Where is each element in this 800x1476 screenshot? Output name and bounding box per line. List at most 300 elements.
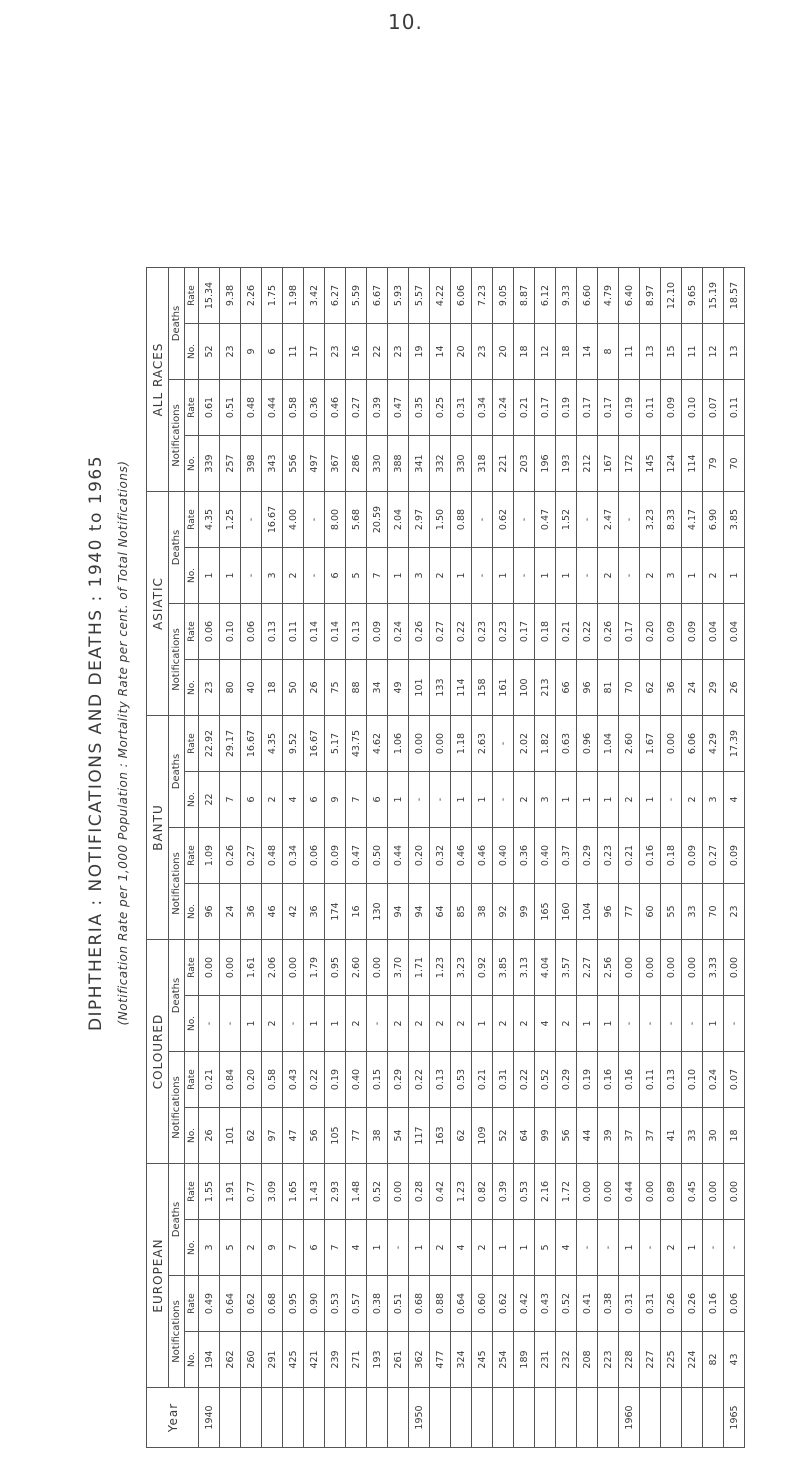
table-cell: 0.27 — [703, 828, 724, 884]
table-cell: 99 — [514, 884, 535, 940]
table-cell: 23 — [388, 324, 409, 380]
table-cell: 0.24 — [493, 380, 514, 436]
table-cell: 0.19 — [325, 1052, 346, 1108]
table-cell: 7 — [325, 1220, 346, 1276]
table-cell: - — [430, 772, 451, 828]
table-cell: 2 — [682, 772, 703, 828]
table-cell: 0.00 — [661, 940, 682, 996]
table-cell: 34 — [367, 660, 388, 716]
rate-column-header: Rate — [185, 940, 199, 996]
table-cell: 0.34 — [472, 380, 493, 436]
table-cell: 13 — [640, 324, 661, 380]
table-cell: 2 — [283, 548, 304, 604]
table-cell: 77 — [346, 1108, 367, 1164]
table-cell: 2 — [514, 996, 535, 1052]
table-cell: 70 — [703, 884, 724, 940]
table-cell: 0.45 — [682, 1164, 703, 1220]
table-cell: 161 — [493, 660, 514, 716]
table-cell: 1.25 — [220, 492, 241, 548]
table-cell: 1.48 — [346, 1164, 367, 1220]
table-cell: 37 — [640, 1108, 661, 1164]
table-cell: - — [619, 996, 640, 1052]
table-cell: 0.17 — [514, 604, 535, 660]
table-cell: 38 — [472, 884, 493, 940]
group-header-european: EUROPEAN — [147, 1164, 169, 1388]
table-cell: 0.22 — [514, 1052, 535, 1108]
table-cell: 2.16 — [535, 1164, 556, 1220]
table-cell: 1 — [598, 772, 619, 828]
table-cell: 0.09 — [682, 828, 703, 884]
table-cell: 7 — [220, 772, 241, 828]
table-cell: 4.04 — [535, 940, 556, 996]
table-cell: 6.40 — [619, 268, 640, 324]
table-cell: 0.61 — [199, 380, 220, 436]
table-cell: 81 — [598, 660, 619, 716]
table-cell: 92 — [493, 884, 514, 940]
table-cell: 0.10 — [682, 1052, 703, 1108]
table-cell: 1.55 — [199, 1164, 220, 1220]
year-cell — [535, 1388, 556, 1448]
table-cell: 341 — [409, 436, 430, 492]
table-cell: 193 — [367, 1332, 388, 1388]
table-cell: - — [493, 716, 514, 772]
table-cell: 15.34 — [199, 268, 220, 324]
year-cell — [472, 1388, 493, 1448]
table-cell: 0.88 — [430, 1276, 451, 1332]
table-cell: 2 — [514, 772, 535, 828]
group-header-all-races: ALL RACES — [147, 268, 169, 492]
table-cell: 0.24 — [703, 1052, 724, 1108]
table-row — [556, 268, 577, 1448]
table-cell: 3.23 — [640, 492, 661, 548]
table-cell: 0.64 — [451, 1276, 472, 1332]
table-cell: 0.40 — [493, 828, 514, 884]
year-cell — [220, 1388, 241, 1448]
table-cell: 0.48 — [262, 828, 283, 884]
year-cell — [304, 1388, 325, 1448]
table-cell: 37 — [619, 1108, 640, 1164]
table-cell: 0.22 — [451, 604, 472, 660]
table-cell: 0.77 — [241, 1164, 262, 1220]
table-cell: 85 — [451, 884, 472, 940]
table-cell: 9 — [325, 772, 346, 828]
table-cell: 339 — [199, 436, 220, 492]
table-cell: 2 — [430, 996, 451, 1052]
table-cell: 2.27 — [577, 940, 598, 996]
table-cell: 0.16 — [598, 1052, 619, 1108]
year-cell — [661, 1388, 682, 1448]
table-cell: 4.79 — [598, 268, 619, 324]
year-cell — [241, 1388, 262, 1448]
table-cell: 1.72 — [556, 1164, 577, 1220]
table-row — [514, 268, 535, 1448]
table-cell: 0.50 — [367, 828, 388, 884]
table-cell: 203 — [514, 436, 535, 492]
table-cell: 291 — [262, 1332, 283, 1388]
table-cell: 497 — [304, 436, 325, 492]
table-cell: 1.91 — [220, 1164, 241, 1220]
table-cell: 261 — [388, 1332, 409, 1388]
table-cell: 1 — [556, 772, 577, 828]
table-cell: 26 — [199, 1108, 220, 1164]
table-cell: 22 — [367, 324, 388, 380]
table-cell: 97 — [262, 1108, 283, 1164]
table-row — [577, 268, 598, 1448]
table-cell: 1 — [241, 996, 262, 1052]
table-cell: 254 — [493, 1332, 514, 1388]
table-cell: 0.00 — [724, 1164, 745, 1220]
table-cell: 425 — [283, 1332, 304, 1388]
table-cell: 0.00 — [724, 940, 745, 996]
table-cell: 0.39 — [367, 380, 388, 436]
table-cell: 0.21 — [514, 380, 535, 436]
table-row — [199, 268, 220, 1448]
table-cell: 3.85 — [493, 940, 514, 996]
table-cell: 3 — [409, 548, 430, 604]
table-cell: 11 — [682, 324, 703, 380]
table-cell: 4.00 — [283, 492, 304, 548]
table-cell: 39 — [598, 1108, 619, 1164]
table-cell: 1.71 — [409, 940, 430, 996]
table-cell: 9.65 — [682, 268, 703, 324]
table-cell: 0.16 — [703, 1276, 724, 1332]
table-cell: 43 — [724, 1332, 745, 1388]
table-cell: 15.19 — [703, 268, 724, 324]
table-cell: 4 — [346, 1220, 367, 1276]
table-cell: 0.52 — [367, 1164, 388, 1220]
table-row — [409, 268, 430, 1448]
table-cell: 0.27 — [241, 828, 262, 884]
table-cell: 0.44 — [388, 828, 409, 884]
table-cell: 0.31 — [451, 380, 472, 436]
table-cell: - — [598, 1220, 619, 1276]
no-column-header: No. — [185, 436, 199, 492]
table-cell: 0.06 — [241, 604, 262, 660]
table-cell: 0.00 — [577, 1164, 598, 1220]
table-cell: 0.06 — [199, 604, 220, 660]
table-cell: 5.93 — [388, 268, 409, 324]
page-subtitle: (Notification Rate per 1,000 Population : Mortality Rate per cent. of Total Notifications) — [116, 460, 130, 1026]
table-cell: 41 — [661, 1108, 682, 1164]
table-cell: 14 — [577, 324, 598, 380]
table-cell: 2 — [430, 548, 451, 604]
table-cell: 11 — [283, 324, 304, 380]
table-cell: 29 — [703, 660, 724, 716]
table-cell: 223 — [598, 1332, 619, 1388]
table-cell: 2.56 — [598, 940, 619, 996]
table-cell: 0.36 — [304, 380, 325, 436]
table-cell: 7 — [367, 548, 388, 604]
table-cell: 0.09 — [367, 604, 388, 660]
table-cell: 245 — [472, 1332, 493, 1388]
table-cell: - — [514, 492, 535, 548]
table-cell: 0.62 — [493, 492, 514, 548]
table-cell: 0.92 — [472, 940, 493, 996]
table-cell: - — [241, 492, 262, 548]
table-cell: 3 — [199, 1220, 220, 1276]
table-cell: - — [661, 772, 682, 828]
year-cell — [640, 1388, 661, 1448]
table-cell: 0.29 — [577, 828, 598, 884]
table-cell: 0.13 — [661, 1052, 682, 1108]
table-cell: 114 — [682, 436, 703, 492]
rate-column-header: Rate — [185, 716, 199, 772]
table-cell: - — [724, 1220, 745, 1276]
table-cell: 9.38 — [220, 268, 241, 324]
table-cell: 6.12 — [535, 268, 556, 324]
table-cell: 0.19 — [619, 380, 640, 436]
table-cell: 0.00 — [388, 1164, 409, 1220]
table-cell: 3.09 — [262, 1164, 283, 1220]
rate-column-header: Rate — [185, 604, 199, 660]
table-cell: 1.04 — [598, 716, 619, 772]
table-cell: 0.00 — [661, 716, 682, 772]
table-cell: 0.25 — [430, 380, 451, 436]
year-cell — [598, 1388, 619, 1448]
table-cell: 286 — [346, 436, 367, 492]
table-cell: 2 — [472, 1220, 493, 1276]
table-cell: 0.31 — [619, 1276, 640, 1332]
table-cell: 0.62 — [241, 1276, 262, 1332]
table-cell: 2.60 — [346, 940, 367, 996]
table-cell: 3 — [535, 772, 556, 828]
table-cell: 1.65 — [283, 1164, 304, 1220]
table-cell: 0.58 — [283, 380, 304, 436]
table-cell: 1 — [451, 772, 472, 828]
table-cell: 260 — [241, 1332, 262, 1388]
table-cell: 0.06 — [724, 1276, 745, 1332]
table-row — [493, 268, 514, 1448]
table-cell: 17.39 — [724, 716, 745, 772]
table-cell: 62 — [241, 1108, 262, 1164]
table-cell: 0.22 — [577, 604, 598, 660]
table-cell: 0.15 — [367, 1052, 388, 1108]
table-cell: 0.39 — [493, 1164, 514, 1220]
table-cell: 0.04 — [703, 604, 724, 660]
table-cell: 1 — [388, 548, 409, 604]
table-cell: 330 — [451, 436, 472, 492]
table-cell: 477 — [430, 1332, 451, 1388]
year-header: Year — [147, 1388, 199, 1448]
table-cell: 16 — [346, 884, 367, 940]
table-cell: 6.06 — [682, 716, 703, 772]
table-cell: 0.13 — [430, 1052, 451, 1108]
table-cell: 2 — [262, 772, 283, 828]
table-cell: 324 — [451, 1332, 472, 1388]
table-cell: 5.17 — [325, 716, 346, 772]
table-cell: 1 — [493, 1220, 514, 1276]
rotated-page — [80, 38, 760, 1448]
table-cell: 124 — [661, 436, 682, 492]
table-cell: 1 — [409, 1220, 430, 1276]
table-cell: 4.29 — [703, 716, 724, 772]
table-cell: 1 — [304, 996, 325, 1052]
table-cell: 1 — [451, 548, 472, 604]
table-cell: 0.09 — [724, 828, 745, 884]
table-cell: 0.36 — [514, 828, 535, 884]
table-cell: 0.26 — [409, 604, 430, 660]
table-cell: 0.35 — [409, 380, 430, 436]
table-cell: 0.20 — [409, 828, 430, 884]
table-cell: 13 — [724, 324, 745, 380]
table-cell: 0.00 — [598, 1164, 619, 1220]
table-cell: 0.26 — [598, 604, 619, 660]
table-cell: 0.26 — [220, 828, 241, 884]
table-cell: 0.00 — [682, 940, 703, 996]
table-cell: 3.70 — [388, 940, 409, 996]
table-cell: 3.13 — [514, 940, 535, 996]
table-cell: 0.00 — [283, 940, 304, 996]
deaths-subheader: Deaths — [169, 716, 185, 828]
year-cell — [283, 1388, 304, 1448]
table-cell: 0.40 — [535, 828, 556, 884]
table-cell: 9.33 — [556, 268, 577, 324]
table-cell: 8.87 — [514, 268, 535, 324]
table-cell: 4.62 — [367, 716, 388, 772]
table-cell: - — [577, 1220, 598, 1276]
table-cell: 1 — [724, 548, 745, 604]
table-cell: 0.26 — [682, 1276, 703, 1332]
year-cell — [346, 1388, 367, 1448]
table-cell: 232 — [556, 1332, 577, 1388]
table-cell: 24 — [220, 884, 241, 940]
deaths-subheader: Deaths — [169, 1164, 185, 1276]
table-row — [346, 268, 367, 1448]
table-cell: 12.10 — [661, 268, 682, 324]
table-cell: 0.22 — [304, 1052, 325, 1108]
table-cell: 60 — [640, 884, 661, 940]
table-cell: - — [472, 492, 493, 548]
title-block — [80, 38, 144, 1448]
table-cell: 20 — [451, 324, 472, 380]
table-cell: 23 — [220, 324, 241, 380]
table-cell: 5 — [535, 1220, 556, 1276]
year-cell — [556, 1388, 577, 1448]
table-cell: 5 — [220, 1220, 241, 1276]
table-cell: 99 — [535, 1108, 556, 1164]
table-cell: 70 — [619, 660, 640, 716]
table-cell: 0.46 — [325, 380, 346, 436]
table-cell: 16 — [346, 324, 367, 380]
table-cell: 33 — [682, 884, 703, 940]
table-cell: 66 — [556, 660, 577, 716]
table-cell: 0.44 — [262, 380, 283, 436]
table-cell: 367 — [325, 436, 346, 492]
table-cell: 196 — [535, 436, 556, 492]
table-cell: 0.27 — [346, 380, 367, 436]
table-cell: 0.58 — [262, 1052, 283, 1108]
group-header-asiatic: ASIATIC — [147, 492, 169, 716]
table-cell: 6 — [241, 772, 262, 828]
table-cell: - — [199, 996, 220, 1052]
table-cell: 2.06 — [262, 940, 283, 996]
table-cell: 8.97 — [640, 268, 661, 324]
page-number: 10. — [388, 10, 423, 34]
table-cell: 556 — [283, 436, 304, 492]
table-cell: 0.43 — [535, 1276, 556, 1332]
table-cell: 257 — [220, 436, 241, 492]
table-cell: 16.67 — [304, 716, 325, 772]
group-header-bantu: BANTU — [147, 716, 169, 940]
table-cell: 0.18 — [661, 828, 682, 884]
table-cell: 96 — [199, 884, 220, 940]
table-row — [304, 268, 325, 1448]
table-cell: 1.09 — [199, 828, 220, 884]
table-cell: 23 — [472, 324, 493, 380]
table-cell: 0.22 — [409, 1052, 430, 1108]
table-cell: 6.90 — [703, 492, 724, 548]
no-column-header: No. — [185, 324, 199, 380]
table-cell: 4.22 — [430, 268, 451, 324]
table-cell: 6 — [262, 324, 283, 380]
table-cell: 1 — [472, 772, 493, 828]
table-cell: 1 — [577, 772, 598, 828]
table-cell: 0.04 — [724, 604, 745, 660]
table-cell: 79 — [703, 436, 724, 492]
table-cell: 54 — [388, 1108, 409, 1164]
table-cell: 0.14 — [325, 604, 346, 660]
table-cell: 0.17 — [598, 380, 619, 436]
notifications-subheader: Notifications — [169, 828, 185, 940]
table-cell: 0.11 — [283, 604, 304, 660]
table-cell: 18 — [724, 1108, 745, 1164]
table-cell: 101 — [220, 1108, 241, 1164]
table-cell: 1 — [388, 772, 409, 828]
table-cell: 0.68 — [262, 1276, 283, 1332]
table-cell: 5.59 — [346, 268, 367, 324]
table-cell: 0.13 — [346, 604, 367, 660]
table-cell: 7 — [346, 772, 367, 828]
table-cell: 96 — [598, 884, 619, 940]
table-cell: 2.47 — [598, 492, 619, 548]
year-cell: 1960 — [619, 1388, 640, 1448]
table-cell: 362 — [409, 1332, 430, 1388]
table-cell: 0.52 — [535, 1052, 556, 1108]
table-cell: 212 — [577, 436, 598, 492]
table-cell: 0.10 — [220, 604, 241, 660]
table-cell: 2.63 — [472, 716, 493, 772]
rate-column-header: Rate — [185, 828, 199, 884]
table-cell: 1 — [682, 1220, 703, 1276]
table-cell: 43.75 — [346, 716, 367, 772]
table-cell: 64 — [514, 1108, 535, 1164]
table-cell: 0.00 — [640, 940, 661, 996]
table-cell: 1.61 — [241, 940, 262, 996]
rate-column-header: Rate — [185, 268, 199, 324]
no-column-header: No. — [185, 884, 199, 940]
table-cell: 4 — [283, 772, 304, 828]
table-cell: 70 — [724, 436, 745, 492]
table-cell: 0.00 — [367, 940, 388, 996]
table-cell: 2 — [451, 996, 472, 1052]
table-cell: 221 — [493, 436, 514, 492]
table-cell: 1.75 — [262, 268, 283, 324]
table-cell: 36 — [241, 884, 262, 940]
table-cell: 1.23 — [451, 1164, 472, 1220]
table-cell: 46 — [262, 884, 283, 940]
table-cell: 0.41 — [577, 1276, 598, 1332]
table-cell: 0.20 — [241, 1052, 262, 1108]
table-cell: 8.00 — [325, 492, 346, 548]
table-cell: - — [577, 492, 598, 548]
table-cell: - — [409, 772, 430, 828]
table-cell: - — [682, 996, 703, 1052]
table-cell: 0.06 — [304, 828, 325, 884]
table-cell: 47 — [283, 1108, 304, 1164]
table-cell: 421 — [304, 1332, 325, 1388]
table-cell: 94 — [388, 884, 409, 940]
table-cell: 2.02 — [514, 716, 535, 772]
